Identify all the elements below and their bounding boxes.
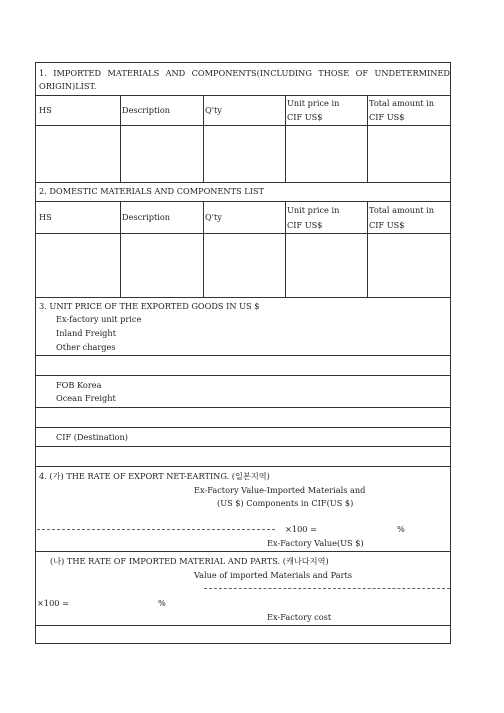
section2-title: 2. DOMESTIC MATERIALS AND COMPONENTS LIST bbox=[39, 186, 265, 196]
section3-title: 3. UNIT PRICE OF THE EXPORTED GOODS IN US $ bbox=[39, 301, 260, 311]
s1-header-qty: Q'ty bbox=[205, 105, 222, 115]
formula-na-numerator: Value of imported Materials and Parts bbox=[194, 570, 353, 580]
divider bbox=[36, 95, 450, 96]
s1-header-unit-price-cif: CIF US$ bbox=[287, 112, 323, 122]
s1-header-hs: HS bbox=[39, 105, 52, 115]
formula-na-denominator: Ex-Factory cost bbox=[267, 612, 332, 622]
origin-form bbox=[35, 62, 451, 644]
divider bbox=[36, 375, 450, 376]
percent-na-label: % bbox=[158, 598, 166, 608]
col-divider bbox=[367, 201, 368, 297]
formula-numerator-line2: (US $) Components in CIF(US $) bbox=[217, 498, 354, 508]
inland-freight-label: Inland Freight bbox=[56, 328, 116, 338]
fraction-line bbox=[37, 529, 275, 530]
ex-factory-unit-price-label: Ex-factory unit price bbox=[56, 314, 142, 324]
formula-numerator-line1: Ex-Factory Value-Imported Materials and bbox=[194, 485, 366, 495]
s1-header-unit-price: Unit price in bbox=[287, 98, 340, 108]
divider bbox=[36, 233, 450, 234]
s2-header-unit-price-cif: CIF US$ bbox=[287, 220, 323, 230]
section1-title-line2: ORIGIN)LIST. bbox=[39, 81, 97, 91]
divider bbox=[36, 466, 450, 467]
divider bbox=[36, 407, 450, 408]
divider bbox=[36, 355, 450, 356]
divider bbox=[36, 297, 450, 298]
s2-header-hs: HS bbox=[39, 212, 52, 222]
divider bbox=[36, 125, 450, 126]
s2-header-description: Description bbox=[122, 212, 171, 222]
divider bbox=[36, 427, 450, 428]
s1-header-description: Description bbox=[122, 105, 171, 115]
other-charges-label: Other charges bbox=[56, 342, 116, 352]
s2-header-qty: Q'ty bbox=[205, 212, 222, 222]
section4-title-na: (나) THE RATE OF IMPORTED MATERIAL AND PARTS. (캐나다지역) bbox=[50, 556, 329, 566]
col-divider bbox=[203, 201, 204, 297]
s2-header-unit-price: Unit price in bbox=[287, 205, 340, 215]
times-100-na-label: ×100 = bbox=[37, 598, 69, 608]
s2-header-total: Total amount in bbox=[369, 205, 435, 215]
section4-title-ga: 4. (가) THE RATE OF EXPORT NET-EARTING. (일본지역) bbox=[39, 471, 270, 481]
s1-header-total: Total amount in bbox=[369, 98, 435, 108]
ocean-freight-label: Ocean Freight bbox=[56, 393, 116, 403]
col-divider bbox=[285, 95, 286, 182]
percent-label: % bbox=[397, 524, 405, 534]
divider bbox=[36, 625, 450, 626]
s2-header-total-cif: CIF US$ bbox=[369, 220, 405, 230]
section1-title-line1: 1. IMPORTED MATERIALS AND COMPONENTS(INCLUDING THOSE OF UNDETERMINED bbox=[39, 68, 450, 78]
col-divider bbox=[120, 201, 121, 297]
times-100-label: ×100 = bbox=[285, 524, 317, 534]
cif-destination-label: CIF (Destination) bbox=[56, 432, 128, 442]
formula-denominator: Ex-Factory Value(US $) bbox=[267, 538, 364, 548]
s1-header-total-cif: CIF US$ bbox=[369, 112, 405, 122]
col-divider bbox=[285, 201, 286, 297]
divider bbox=[36, 201, 450, 202]
col-divider bbox=[367, 95, 368, 182]
fraction-line-na bbox=[204, 588, 450, 589]
divider bbox=[36, 182, 450, 183]
fob-korea-label: FOB Korea bbox=[56, 380, 102, 390]
divider bbox=[36, 551, 450, 552]
divider bbox=[36, 446, 450, 447]
col-divider bbox=[120, 95, 121, 182]
col-divider bbox=[203, 95, 204, 182]
